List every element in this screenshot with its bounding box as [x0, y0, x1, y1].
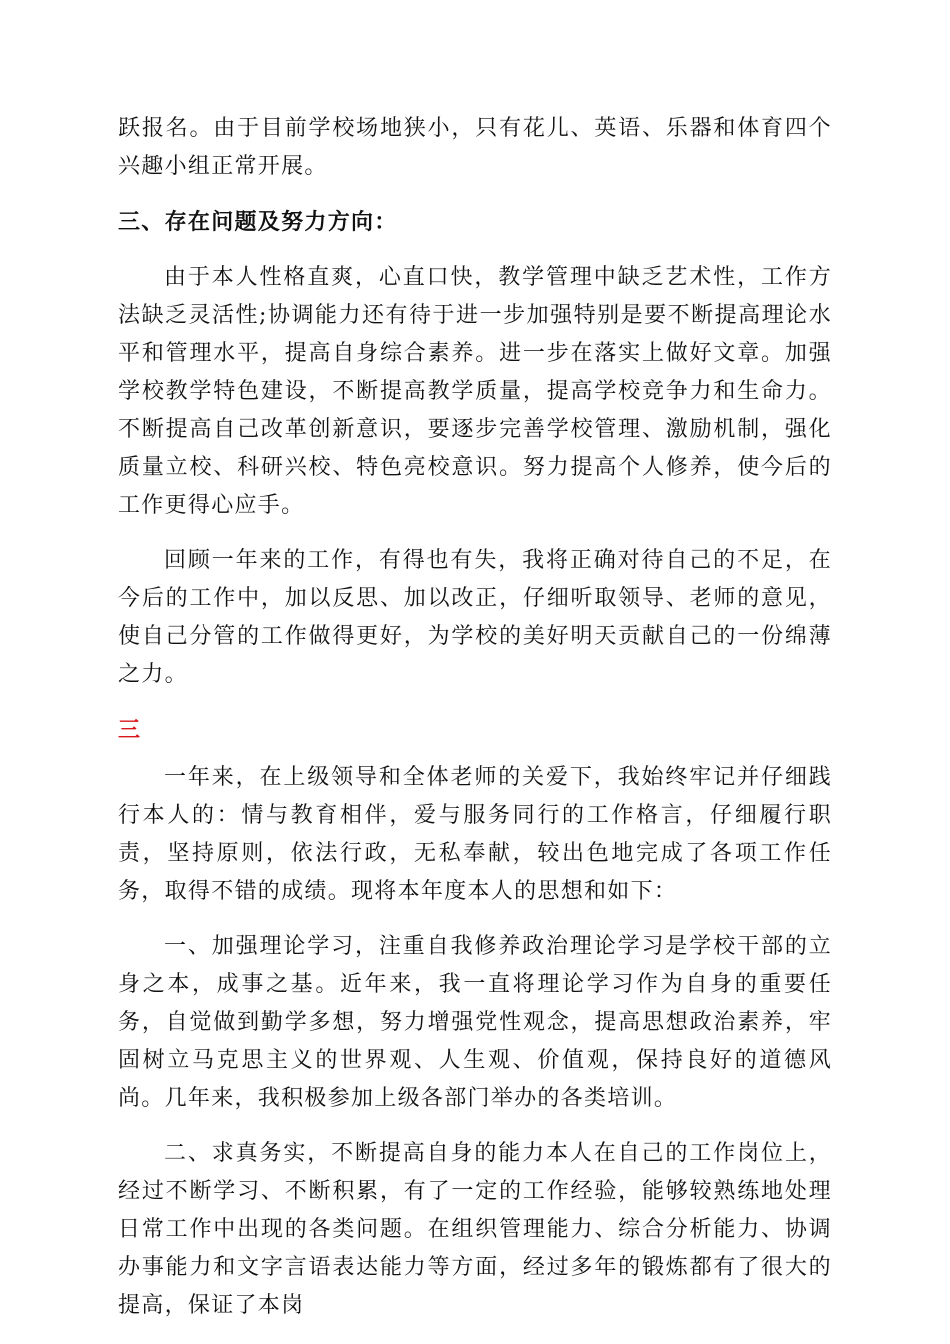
paragraph-problems: 由于本人性格直爽，心直口快，教学管理中缺乏艺术性，工作方法缺乏灵活性;协调能力还有待于进一步加强特别是要不断提高理论水平和管理水平，提高自身综合素养。进一步在落实上做好文章。加强学校教学特色建设，不断提高教学质量，提高学校竞争力和生命力。不断提高自己改革创新意识，要逐步完善学校管理、激励机制，强化质量立校、科研兴校、特色亮校意识。努力提高个人修养，使今后的工作更得心应手。 — [118, 265, 832, 518]
paragraph-review: 回顾一年来的工作，有得也有失，我将正确对待自己的不足，在今后的工作中，加以反思、加以改正，仔细听取领导、老师的意见，使自己分管的工作做得更好，为学校的美好明天贡献自己的一份绵薄之力。 — [118, 548, 832, 687]
paragraph-continuation: 跃报名。由于目前学校场地狭小，只有花儿、英语、乐器和体育四个兴趣小组正常开展。 — [118, 116, 832, 179]
paragraph-intro: 一年来，在上级领导和全体老师的关爱下，我始终牢记并仔细践行本人的：情与教育相伴，爱与服务同行的工作格言，仔细履行职责，坚持原则，依法行政，无私奉献，较出色地完成了各项工作任务，取得不错的成绩。现将本年度本人的思想和如下： — [118, 765, 832, 904]
section-heading-problems: 三、存在问题及努力方向： — [118, 209, 398, 235]
paragraph-theory-study: 一、加强理论学习，注重自我修养政治理论学习是学校干部的立身之本，成事之基。近年来，我一直将理论学习作为自身的重要任务，自觉做到勤学多想，努力增强党性观念，提高思想政治素养，牢固树立马克思主义的世界观、人生观、价值观，保持良好的道德风尚。几年来，我积极参加上级各部门举办的各类培训。 — [118, 934, 832, 1111]
paragraph-ability: 二、求真务实，不断提高自身的能力本人在自己的工作岗位上，经过不断学习、不断积累，有了一定的工作经验，能够较熟练地处理日常工作中出现的各类问题。在组织管理能力、综合分析能力、协调办事能力和文字言语表达能力等方面，经过多年的锻炼都有了很大的提高，保证了本岗 — [118, 1141, 832, 1318]
section-mark-three: 三 — [118, 717, 142, 743]
